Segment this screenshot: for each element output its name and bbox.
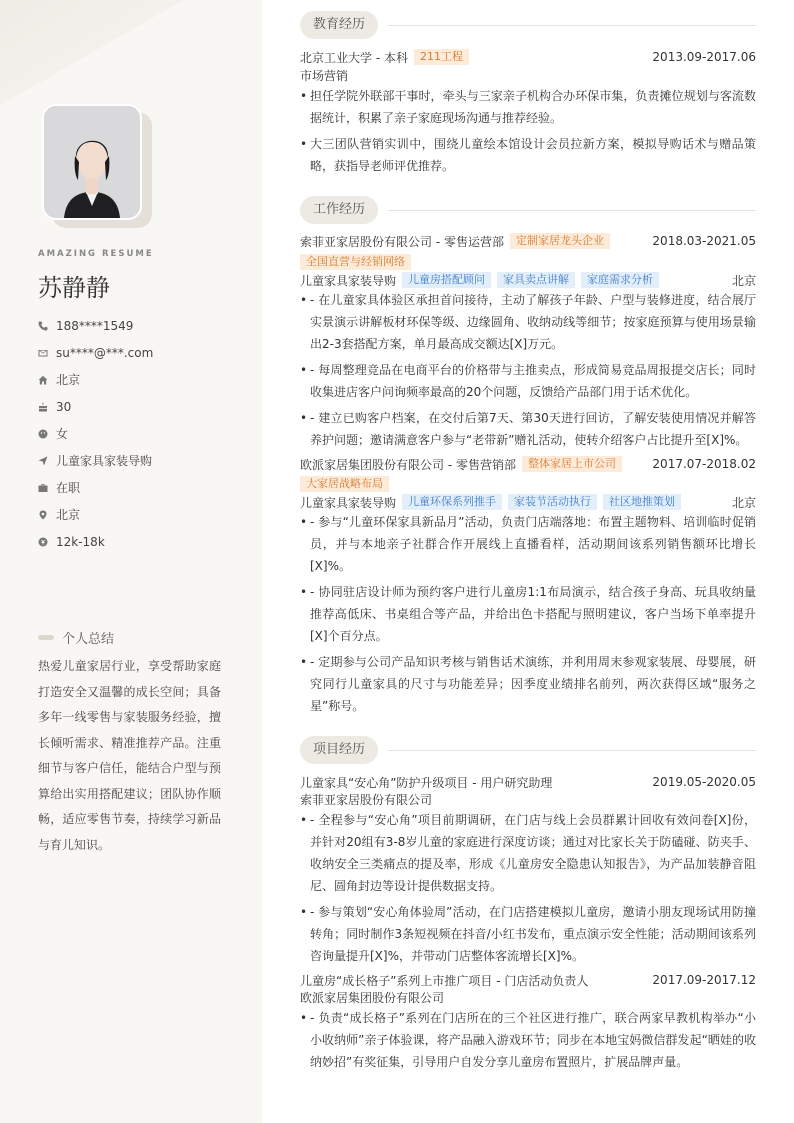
list-item: • - 参与“儿童环保家具新品月”活动，负责门店端落地：布置主题物料、培训临时促销员，并与本地亲子社群合作开展线上直播看样，活动期间该系列销售额环比增长[X]%。 bbox=[300, 515, 756, 573]
contact-info-list bbox=[38, 312, 253, 555]
job-header bbox=[300, 232, 756, 250]
job-city: 北京 bbox=[731, 495, 756, 510]
job-role-row bbox=[300, 493, 756, 511]
list-item: • - 建立已购客户档案，在交付后第7天、第30天进行回访，了解安装使用情况并解答养护问题；邀请满意客户参与“老带新”赠礼活动，使转介绍客户占比提升至[X]%。 bbox=[300, 411, 756, 447]
phone-icon bbox=[38, 321, 56, 331]
list-item: • 担任学院外联部干事时，牵头与三家亲子机构合办环保市集，负责摊位规划与客流数据统计，积累了亲子家庭现场沟通与推荐经验。 bbox=[300, 89, 756, 125]
company-badge: 大家居战略布局 bbox=[300, 476, 389, 492]
location-icon bbox=[38, 510, 56, 520]
list-item: • - 每周整理竞品在电商平台的价格带与主推卖点，形成简易竞品周报提交店长；同时收集进店客户问询频率最高的20个问题，反馈给产品部门用于话术优化。 bbox=[300, 363, 756, 399]
status-text: 在职 bbox=[56, 481, 81, 495]
project-date: 2019.05-2020.05 bbox=[652, 775, 756, 789]
skill-tag: 家具卖点讲解 bbox=[497, 272, 575, 288]
list-item: • - 定期参与公司产品知识考核与销售话术演练，并利用周末参观家装展、母婴展，研究同行儿童家具的尺寸与功能差异；因季度业绩排名前列，两次获得区域“服务之星”称号。 bbox=[300, 655, 756, 713]
project-header bbox=[300, 773, 756, 791]
project-org: 索菲亚家居股份有限公司 bbox=[300, 793, 433, 807]
info-age bbox=[38, 393, 253, 420]
company-name: 索菲亚家居股份有限公司 - 零售运营部 bbox=[300, 234, 504, 249]
company-badge: 整体家居上市公司 bbox=[522, 456, 622, 472]
work-section-header bbox=[300, 195, 756, 225]
age-text: 30 bbox=[56, 399, 72, 414]
summary-text: 热爱儿童家居行业，享受帮助家庭打造安全又温馨的成长空间；具备多年一线零售与家装服务经验，擅长倾听需求、精准推荐产品。注重细节与客户信任，能结合户型与预算给出实用搭配建议；团队协作顺畅，适应零售节奏，持续学习新品与育儿知识。 bbox=[38, 659, 221, 852]
briefcase-icon bbox=[38, 483, 56, 493]
project-name: 儿童房“成长格子”系列上市推广项目 - 门店活动负责人 bbox=[300, 973, 589, 988]
job-header bbox=[300, 455, 756, 473]
company-badge: 定制家居龙头企业 bbox=[510, 233, 610, 249]
project-name: 儿童家具“安心角”防护升级项目 - 用户研究助理 bbox=[300, 775, 553, 790]
avatar bbox=[42, 104, 142, 220]
summary-title: 个人总结 bbox=[62, 632, 115, 647]
list-item: • - 全程参与“安心角”项目前期调研，在门店与线上会员群累计回收有效问卷[X]份，并针对20组有3-8岁儿童的家庭进行深度访谈；通过对比家长关于防磕碰、防夹手、收纳安全三类痛点的提及率，形成《儿童房安全隐患认知报告》，为产品加装静音阻尼、圆角封边等设计提供数据支持。 bbox=[300, 813, 756, 893]
avatar-image bbox=[44, 106, 140, 218]
project-section-header bbox=[300, 735, 756, 765]
info-job-intent bbox=[38, 447, 253, 474]
education-section-header bbox=[300, 10, 756, 40]
company-name: 欧派家居集团股份有限公司 - 零售营销部 bbox=[300, 457, 516, 472]
sidebar-decoration bbox=[0, 0, 262, 110]
education-date: 2013.09-2017.06 bbox=[652, 50, 756, 64]
education-header bbox=[300, 48, 756, 66]
job-intent-text: 儿童家具家装导购 bbox=[56, 454, 153, 468]
project-title: 项目经历 bbox=[300, 736, 378, 764]
section-divider bbox=[388, 210, 756, 211]
info-home bbox=[38, 366, 253, 393]
job-role-row bbox=[300, 271, 756, 289]
project-header bbox=[300, 971, 756, 989]
list-item: • - 参与策划“安心角体验周”活动，在门店搭建模拟儿童房，邀请小朋友现场试用防撞转角；同时制作3条短视频在抖音/小红书发布，重点演示安全性能；活动期间该系列咨询量提升[X]%，并带动门店整体客流增长[X]%。 bbox=[300, 905, 756, 963]
job-role: 儿童家具家装导购 bbox=[300, 273, 397, 288]
company-badge-row bbox=[300, 254, 756, 270]
section-divider bbox=[388, 25, 756, 26]
candidate-name: 苏静静 bbox=[38, 274, 110, 302]
school-name: 北京工业大学 - 本科 bbox=[300, 50, 408, 65]
info-gender bbox=[38, 420, 253, 447]
company-badge-row bbox=[300, 476, 756, 492]
skill-tag: 儿童环保系列推手 bbox=[402, 494, 502, 510]
salary-text: 12k-18k bbox=[56, 534, 105, 549]
info-salary bbox=[38, 528, 253, 555]
phone-text: 188****1549 bbox=[56, 318, 134, 333]
school-badge: 211工程 bbox=[414, 49, 469, 65]
location-text: 北京 bbox=[56, 508, 81, 522]
home-icon bbox=[38, 375, 56, 385]
summary-bar bbox=[38, 635, 54, 640]
list-item: • 大三团队营销实训中，围绕儿童绘本馆设计会员拉新方案，模拟导购话术与赠品策略，获指导老师评优推荐。 bbox=[300, 137, 756, 173]
info-status bbox=[38, 474, 253, 501]
info-phone bbox=[38, 312, 253, 339]
list-item: • - 在儿童家具体验区承担首问接待，主动了解孩子年龄、户型与装修进度，结合展厅实景演示讲解板材环保等级、边缘圆角、收纳动线等细节；按家庭预算与使用场景输出2-3套搭配方案，单月最高成交额达[X]万元。 bbox=[300, 293, 756, 351]
email-text: su****@***.com bbox=[56, 345, 154, 360]
job-date: 2018.03-2021.05 bbox=[652, 234, 756, 248]
sidebar bbox=[0, 0, 262, 1123]
resume-tagline: AMAZING RESUME bbox=[38, 249, 154, 259]
gender-icon bbox=[38, 429, 56, 439]
company-badge: 全国直营与经销网络 bbox=[300, 254, 411, 270]
hometown-text: 北京 bbox=[56, 373, 81, 387]
education-major: 市场营销 bbox=[300, 69, 349, 83]
skill-tag: 社区地推策划 bbox=[603, 494, 681, 510]
send-icon bbox=[38, 456, 56, 466]
info-email bbox=[38, 339, 253, 366]
skill-tag: 儿童房搭配顾问 bbox=[402, 272, 491, 288]
summary-heading bbox=[38, 628, 114, 647]
mail-icon bbox=[38, 348, 56, 358]
work-title: 工作经历 bbox=[300, 196, 378, 224]
education-title: 教育经历 bbox=[300, 11, 378, 39]
skill-tag: 家庭需求分析 bbox=[581, 272, 659, 288]
salary-icon bbox=[38, 537, 56, 547]
avatar-frame bbox=[42, 104, 142, 220]
project-date: 2017.09-2017.12 bbox=[652, 973, 756, 987]
job-date: 2017.07-2018.02 bbox=[652, 457, 756, 471]
cake-icon bbox=[38, 402, 56, 412]
info-location bbox=[38, 501, 253, 528]
gender-text: 女 bbox=[56, 427, 69, 441]
list-item: • - 负责“成长格子”系列在门店所在的三个社区进行推广，联合两家早教机构举办“小小收纳师”亲子体验课，将产品融入游戏环节；同步在本地宝妈微信群发起“晒娃的收纳妙招”有奖征集，引导用户自发分享儿童房布置照片，扩展品牌声量。 bbox=[300, 1011, 756, 1069]
skill-tag: 家装节活动执行 bbox=[508, 494, 597, 510]
job-city: 北京 bbox=[731, 273, 756, 288]
list-item: • - 协同驻店设计师为预约客户进行儿童房1:1布局演示，结合孩子身高、玩具收纳量推荐高低床、书桌组合等产品，并给出色卡搭配与照明建议，客户当场下单率提升[X]个百分点。 bbox=[300, 585, 756, 643]
section-divider bbox=[388, 750, 756, 751]
job-role: 儿童家具家装导购 bbox=[300, 495, 397, 510]
project-org: 欧派家居集团股份有限公司 bbox=[300, 991, 445, 1005]
